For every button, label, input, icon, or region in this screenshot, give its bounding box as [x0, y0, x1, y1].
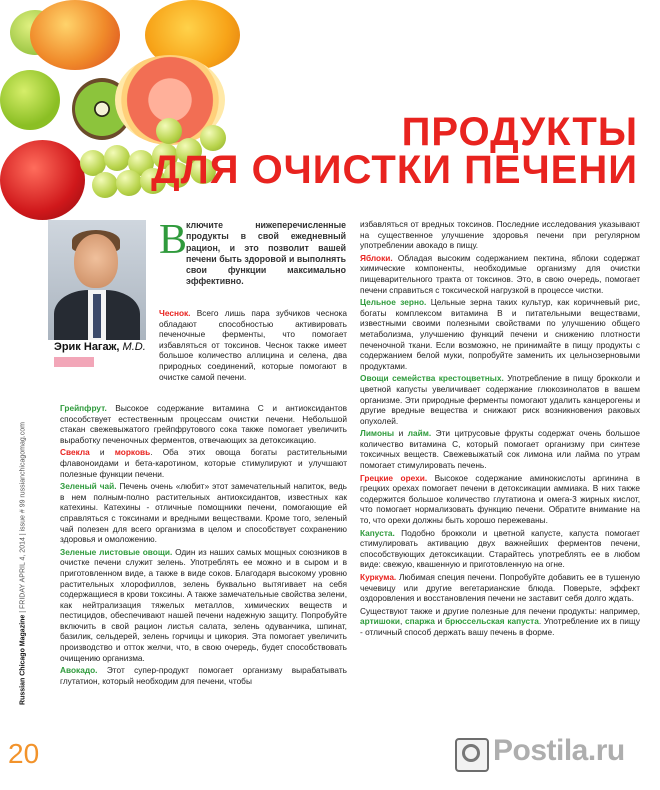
red-apple-image — [0, 140, 85, 220]
tea-paragraph — [60, 481, 347, 545]
grape-image — [104, 145, 130, 171]
beet-heading: Свекла — [60, 447, 90, 458]
cabbage-paragraph — [360, 528, 640, 570]
greens-heading: Зеленые листовые овощи. — [60, 546, 173, 557]
peach-image — [30, 0, 120, 70]
avocado-text: Этот супер-продукт помогает организму вырабатывать глутатион, который необходим для печени, чтобы — [60, 665, 347, 686]
grapefruit-paragraph — [60, 403, 347, 445]
grain-text: Цельные зерна таких культур, как коричневый рис, богаты комплексом витамина В и питательными веществами, известными своими полезными свойствами по улучшению общего метаболизма, улучшению функций печени и снижению плотности печеночной ткани. Если возможно, не принимайте в пищу продукты с содержанием белой муки, попробуйте заменить их цельнозерновыми продуктами. — [360, 297, 640, 371]
greens-text: Один из наших самых мощных союзников в очистке печени служит зелень. Употреблять ее можно и в сыром и в приготовленном виде, а также в виде соков. Благодаря высокому уровню растительных хлорофиллов, зелень буквально вытягивает на себя содержащиеся в крови токсины. А также замечательные свойства зелени, как нейтрализация тяжелых металлов, химических веществ и пестицидов, обеспечивают нашей печени надежную защиту. Попробуйте включить в свой рацион листья салата, зелень одуванчика, шпинат, базилик, сельдерей, зелень горчицы и цикория. Эта помогает увеличить производство и отток желчи, что, в свою очередь, будет способствовать очищению организма. — [60, 546, 347, 663]
artichoke-heading: артишоки — [360, 616, 400, 627]
cruciferous-paragraph — [360, 373, 640, 426]
author-degree: M.D. — [122, 341, 146, 353]
lemons-heading: Лимоны — [360, 428, 395, 439]
final-and: и — [434, 616, 445, 627]
lemons-paragraph — [360, 428, 640, 470]
grain-paragraph — [360, 297, 640, 371]
garlic-paragraph — [159, 308, 347, 382]
intro-dropcap: В — [159, 217, 188, 263]
lime-heading: лайм. — [407, 428, 432, 439]
cabbage-text: Подобно брокколи и цветной капусте, капуста помогает стимулировать активацию двух важнейших ферментов печени, способствующих детоксикации. Старайтесь употреблять ее в любом виде: свежую, квашенную и приготовленную на огне. — [360, 527, 640, 570]
lemons-text: Эти цитрусовые фрукты содержат очень большое количество витамина С, который помогает организму при синтезе токсичных веществ. Свежевыжатый сок лимона или лайма по утрам помогает стимулировать печень. — [360, 428, 640, 471]
apples-heading: Яблоки. — [360, 252, 393, 263]
tea-heading: Зеленый чай. — [60, 481, 117, 492]
garlic-text: Всего лишь пара зубчиков чеснока обладают способностью активировать печеночные ферменты, что помогает избавляться от токсинов. Чеснок также имеет большое количество аллицина и селена, два природных соединений, которые помогают в очистке самой печени. — [159, 308, 347, 382]
page-title-line2: ДЛЯ ОЧИСТКИ ПЕЧЕНИ — [151, 148, 638, 192]
postila-watermark — [455, 730, 655, 770]
right-column — [360, 219, 640, 638]
grape-image — [156, 118, 182, 144]
nuts-heading: Грецкие орехи. — [360, 472, 428, 483]
magazine-name: Russian Chicago Magazine — [19, 614, 27, 705]
nuts-paragraph — [360, 473, 640, 526]
turmeric-text: Любимая специя печени. Попробуйте добавить ее в тушеную чечевицу или другие вегетарианские блюда. Поверьте, эффект оздоровления и восстановления печени не заставит себя долго ждать. — [360, 572, 640, 604]
beet-and: и — [89, 447, 115, 458]
green-apple-image — [0, 70, 60, 130]
apples-paragraph — [360, 253, 640, 295]
grapefruit-text: Высокое содержание витамина С и антиоксидантов способствует естественным процессам очистки печени. Небольшой стакан свежевыжатого грейпфрутового сока также помогает увеличить выработку печеночных ферментов, отвечающих за детоксикацию. — [60, 403, 347, 445]
intro-text: ключите нижеперечисленные продукты в свой ежедневный рацион, и это позволит вашей печени быть здоровой и выполнять свои функции максимально эффективно. — [186, 220, 346, 287]
sidebar — [18, 400, 30, 740]
author-name: Эрик Нагаж, — [54, 341, 120, 353]
grain-heading: Цельное зерно. — [360, 297, 427, 308]
apples-text: Обладая высоким содержанием пектина, яблоки содержат химические компоненты, необходимые организму для очистки пищеварительного тракта от токсинов. Это, в свою очередь, помогает печени справиться с токсической нагрузкой в процессе чистки. — [360, 252, 640, 295]
final-paragraph — [360, 606, 640, 638]
asparagus-heading: спаржа — [405, 616, 435, 627]
nuts-text: Высокое содержание аминокислоты аргинина в грецких орехах помогает печени в детоксикации аммиака. В них также содержится большое количество глутатиона и омега-3 жирных кислот, что помогает нормализовать функцию печени. Обратите внимание на то, что орехи должны быть хорошо пережеваны. — [360, 472, 640, 526]
page-title-line1: ПРОДУКТЫ — [401, 110, 638, 154]
postila-logo-icon — [455, 738, 489, 772]
brussels-heading: брюссельская капуста — [445, 616, 539, 627]
grapefruit-heading: Грейпфрут. — [60, 403, 107, 413]
lemons-and: и — [394, 428, 408, 439]
beet-text: . Оба этих овоща богаты растительными флавоноидами и бета-каротином, которые стимулируют и улучшают полезные функции печени. — [60, 447, 347, 479]
grape-image — [92, 172, 118, 198]
carrot-heading: морковь — [114, 447, 151, 458]
grape-image — [116, 170, 142, 196]
final-text-1: Существуют также и другие полезные для печени продукты: например, — [360, 605, 640, 616]
turmeric-heading: Куркума. — [360, 572, 397, 582]
avocado-continued: избавляться от вредных токсинов. Последние исследования указывают на существенное улучшение здоровья печени при регулярном употреблении авокадо в пищу. — [360, 219, 640, 251]
greens-paragraph — [60, 547, 347, 664]
watermark-text: Postila.ru — [493, 734, 625, 767]
beet-paragraph — [60, 447, 347, 479]
left-column — [60, 403, 347, 686]
turmeric-paragraph — [360, 572, 640, 604]
avocado-paragraph — [60, 665, 347, 686]
final-comma: , — [399, 616, 406, 627]
cabbage-heading: Капуста. — [360, 527, 395, 538]
cruciferous-text: Употребление в пищу брокколи и цветной капусты увеличивает содержание глюкозинолатов в вашем организме. Эти природные ферменты помогают удалить канцерогены и другие вредные вещества и снижают риск возникновения раковых опухолей. — [360, 373, 640, 426]
issue-details: | FRIDAY APRIL 4, 2014 | issue # 99 russianchicagomag.com — [19, 422, 27, 615]
sidebar-text — [20, 399, 27, 729]
final-text-2: . Употребление их в пищу - отличный способ держать вашу печень в форме. — [360, 616, 640, 637]
tea-text: Печень очень «любит» этот замечательный напиток, ведь в нем полным-полно растительных антиоксидантов, известных как катехины. Катехины - отличные помощники печени, помогающие ей справляться с токсинами и вредными веществами. Кроме того, зеленый чай полезен для всего организма в целом и способствует сохранению здоровья и омоложению. — [60, 481, 347, 545]
author-photo — [48, 220, 146, 340]
garlic-heading: Чеснок. — [159, 308, 191, 318]
author-accent-bar — [54, 357, 94, 367]
avocado-heading: Авокадо. — [60, 665, 98, 676]
author-byline — [54, 341, 146, 353]
cruciferous-heading: Овощи семейства крестоцветных. — [360, 373, 504, 384]
page-number: 20 — [8, 738, 40, 769]
